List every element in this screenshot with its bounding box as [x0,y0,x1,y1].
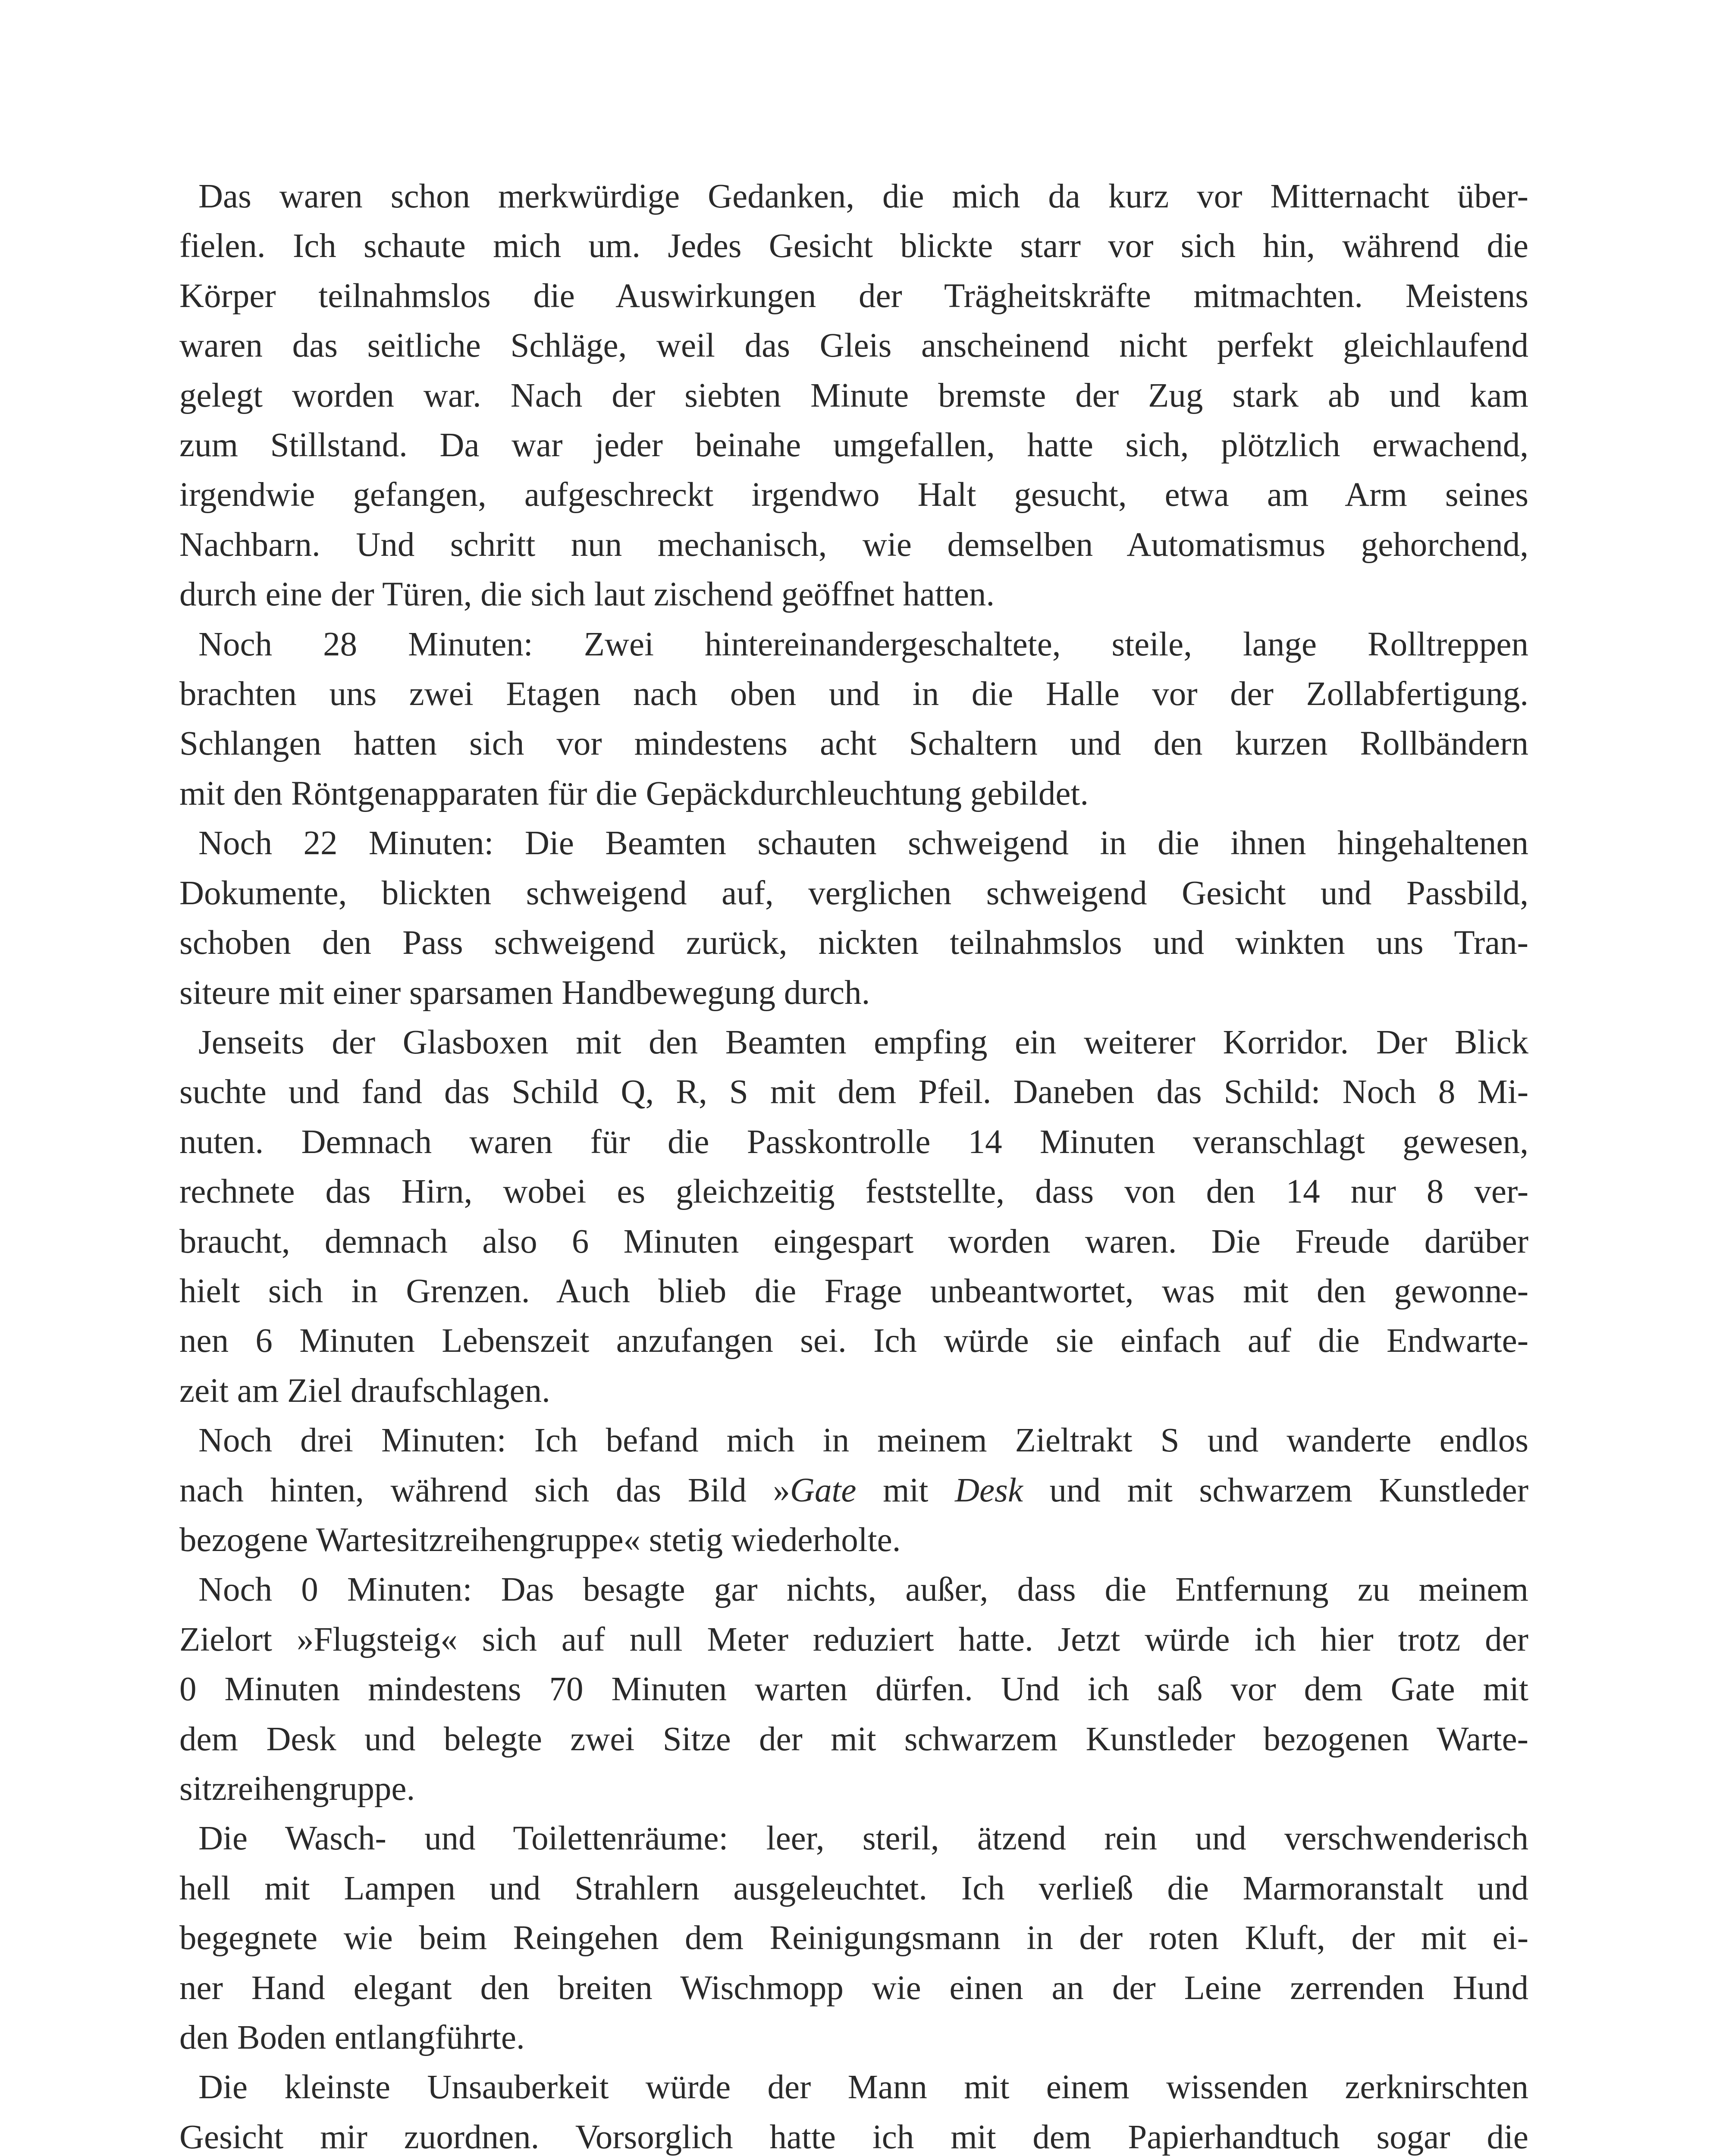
text-line: bezogene Wartesitzreihengruppe« stetig wiederholte. [179,1521,901,1559]
text-line: Noch 22 Minuten: Die Beamten schauten schweigend in die ihnen hingehaltenen [198,824,1528,862]
text-line: Noch 28 Minuten: Zwei hintereinandergeschaltete, steile, lange Rolltreppen [198,625,1528,663]
text-line: Noch 0 Minuten: Das besagte gar nichts, außer, dass die Entfernung zu meinem [198,1571,1528,1609]
text-line: nach hinten, während sich das Bild »Gate mit Desk und mit schwarzem Kunstleder [179,1471,1529,1509]
text-line: nuten. Demnach waren für die Passkontrolle 14 Minuten veranschlagt gewesen, [179,1123,1528,1161]
paragraph [179,1416,1528,1565]
text-line: Das waren schon merkwürdige Gedanken, die mich da kurz vor Mitternacht über- [198,178,1528,215]
text-line: Dokumente, blickten schweigend auf, verglichen schweigend Gesicht und Passbild, [179,874,1528,912]
text-line: nen 6 Minuten Lebenszeit anzufangen sei. Ich würde sie einfach auf die Endwarte- [179,1322,1528,1360]
italic-text: Desk [955,1471,1023,1509]
text-line: dem Desk und belegte zwei Sitze der mit schwarzem Kunstleder bezogenen Warte- [179,1720,1528,1758]
text-line: schoben den Pass schweigend zurück, nickten teilnahmslos und winkten uns Tran- [179,924,1528,962]
text-line: gelegt worden war. Nach der siebten Minute bremste der Zug stark ab und kam [179,376,1528,414]
text-line: durch eine der Türen, die sich laut zischend geöffnet hatten. [179,576,995,614]
text-line: braucht, demnach also 6 Minuten eingespart worden waren. Die Freude darüber [179,1222,1528,1260]
text-line: irgendwie gefangen, aufgeschreckt irgendwo Halt gesucht, etwa am Arm seines [179,476,1528,514]
text-line: Nachbarn. Und schritt nun mechanisch, wie demselben Automatismus gehorchend, [179,526,1528,564]
text-line: siteure mit einer sparsamen Handbewegung durch. [179,974,870,1012]
text-line: fielen. Ich schaute mich um. Jedes Gesicht blickte starr vor sich hin, während die [179,227,1528,265]
text-line: den Boden entlangführte. [179,2019,525,2057]
text-line: ner Hand elegant den breiten Wischmopp wie einen an der Leine zerrenden Hund [179,1969,1528,2007]
text-line: begegnete wie beim Reingehen dem Reinigungsmann in der roten Kluft, der mit ei- [179,1919,1528,1957]
text-line: Die kleinste Unsauberkeit würde der Mann mit einem wissenden zerknirschten [198,2068,1528,2106]
paragraph [179,1814,1528,2062]
text-line: Schlangen hatten sich vor mindestens acht Schaltern und den kurzen Rollbändern [179,725,1528,763]
text-line: Noch drei Minuten: Ich befand mich in meinem Zieltrakt S und wanderte endlos [198,1422,1528,1460]
text-line: Gesicht mir zuordnen. Vorsorglich hatte ich mit dem Papierhandtuch sogar die [179,2118,1528,2156]
paragraph [179,818,1528,1018]
italic-text: Gate [790,1471,857,1509]
paragraph [179,172,1528,620]
text-line: hielt sich in Grenzen. Auch blieb die Frage unbeantwortet, was mit den gewonne- [179,1272,1528,1310]
text-line: Körper teilnahmslos die Auswirkungen der Trägheitskräfte mitmachten. Meistens [179,277,1528,315]
text-line: waren das seitliche Schläge, weil das Gleis anscheinend nicht perfekt gleichlaufend [179,327,1528,365]
text-line: zeit am Ziel draufschlagen. [179,1372,550,1410]
text-line: rechnete das Hirn, wobei es gleichzeitig feststellte, dass von den 14 nur 8 ver- [179,1173,1528,1211]
text-line: brachten uns zwei Etagen nach oben und in die Halle vor der Zollabfertigung. [179,675,1528,713]
text-line: hell mit Lampen und Strahlern ausgeleuchtet. Ich verließ die Marmoranstalt und [179,1869,1528,1907]
body-text [179,172,1528,2156]
paragraph [179,620,1528,819]
text-line: suchte und fand das Schild Q, R, S mit dem Pfeil. Daneben das Schild: Noch 8 Mi- [179,1073,1528,1111]
text-line: zum Stillstand. Da war jeder beinahe umgefallen, hatte sich, plötzlich erwachend, [179,426,1528,464]
paragraph [179,2062,1528,2156]
paragraph [179,1565,1528,1814]
text-line: Jenseits der Glasboxen mit den Beamten empfing ein weiterer Korridor. Der Blick [198,1023,1528,1061]
text-line: sitzreihengruppe. [179,1770,415,1808]
text-line: Zielort »Flugsteig« sich auf null Meter reduziert hatte. Jetzt würde ich hier trotz der [179,1620,1528,1658]
paragraph [179,1018,1528,1416]
text-line: 0 Minuten mindestens 70 Minuten warten dürfen. Und ich saß vor dem Gate mit [179,1670,1528,1708]
text-line: Die Wasch- und Toilettenräume: leer, steril, ätzend rein und verschwenderisch [198,1820,1528,1858]
text-line: mit den Röntgenapparaten für die Gepäckdurchleuchtung gebildet. [179,774,1089,812]
